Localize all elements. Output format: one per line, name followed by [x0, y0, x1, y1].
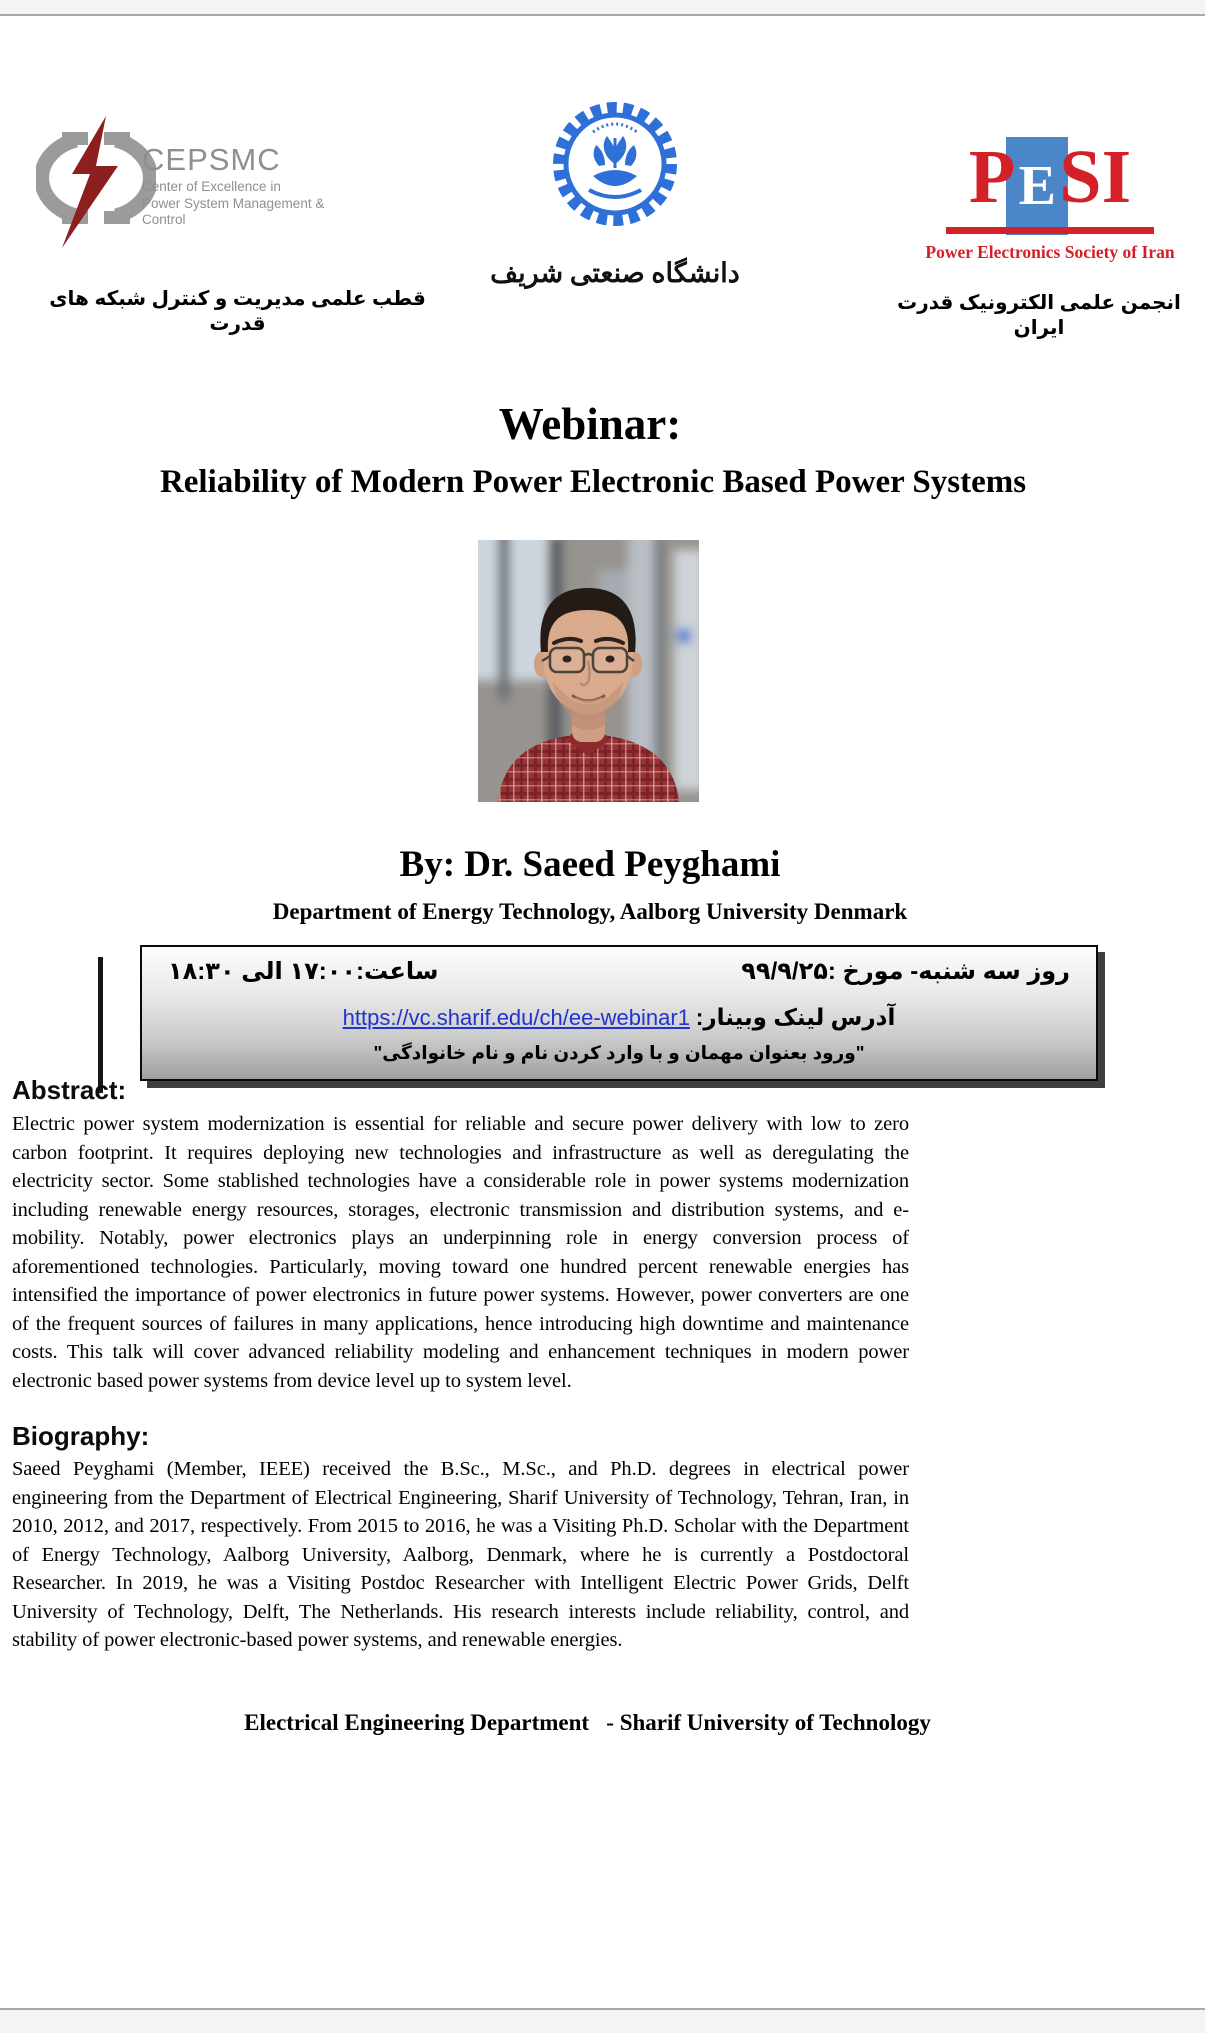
abstract-text: Electric power system modernization is essential for reliable and secure power delivery with low to zero carbon footprint. It requires deploying new technologies and infrastructure as well as deregulating the electricity sector. Some stablished technologies have a considerable role in power systems modernization including renewable energy resources, storages, electronic transmission and distribution systems, and e-mobility. Notably, power electronics plays an underpinning role in energy conversion process of aforementioned technologies. Particularly, moving toward one hundred percent renewable energies has intensified the importance of power electronics in future power systems. However, power converters are one of the frequent sources of failures in many applications, hence introducing high downtime and maintenance costs. This talk will cover advanced reliability modeling and enhancement techniques in modern power electronic based power systems from device level up to system level. [12, 1113, 909, 1392]
gear-seal-icon [549, 98, 681, 230]
speaker-byline: By: Dr. Saeed Peyghami [399, 844, 781, 885]
cepsmc-abbr: CEPSMC [142, 142, 281, 177]
pesi-subtitle: Power Electronics Society of Iran [925, 242, 1175, 262]
webinar-kicker: Webinar: [498, 399, 682, 449]
page-bottom-strip [0, 2008, 1205, 2033]
guest-entry-note: "ورود بعنوان مهمان و با وارد کردن نام و نام خانوادگی" [373, 1042, 865, 1063]
lightning-bolt-icon [36, 112, 156, 252]
scan-artifact-line [98, 957, 103, 1093]
abstract-heading: Abstract: [12, 1075, 127, 1105]
biography-text: Saeed Peyghami (Member, IEEE) received the B.Sc., M.Sc., and Ph.D. degrees in electrical power engineering from the Department of Electrical Engineering, Sharif University of Technology, Tehran, Iran, in 2010, 2012, and 2017, respectively. From 2015 to 2016, he was a Visiting Ph.D. Scholar with the Department of Energy Technology, Aalborg University, Aalborg, Denmark, where he is currently a Postdoctoral Researcher. In 2019, he was a Visiting Postdoc Researcher with Intelligent Electric Power Grids, Delft University of Technology, Delft, The Netherlands. His research interests include reliability, control, and stability of power electronic-based power systems, and renewable energies. [12, 1458, 909, 1651]
session-date: روز سه شنبه- مورخ :۹۹/۹/۲۵ [741, 958, 1070, 985]
speaker-affiliation: Department of Energy Technology, Aalborg University Denmark [272, 899, 908, 924]
pesi-letter-s: S [1059, 135, 1102, 219]
speaker-photo [478, 540, 699, 802]
cepsmc-tagline-1: Center of Excellence in [142, 179, 281, 194]
cepsmc-caption-fa: قطب علمی مدیریت و کنترل شبکه های قدرت [49, 288, 426, 335]
cepsmc-logo [36, 108, 336, 258]
session-info-box [140, 945, 1098, 1081]
cepsmc-tagline-2: Power System Management & Control [142, 195, 325, 227]
webinar-link[interactable]: https://vc.sharif.edu/ch/ee-webinar1 [342, 1005, 690, 1030]
pesi-caption-fa: انجمن علمی الکترونیک قدرت ایران [897, 292, 1181, 339]
biography-heading: Biography: [12, 1421, 150, 1451]
page-top-strip [0, 0, 1205, 16]
pesi-logo [900, 131, 1200, 263]
session-time: ساعت:۱۷:۰۰ الی ۱۸:۳۰ [168, 958, 439, 985]
pesi-underline-bar [946, 227, 1154, 234]
webinar-link-label: آدرس لینک وبینار: [695, 1004, 896, 1030]
sharif-calligraphy: دانشگاه صنعتی شریف [490, 258, 740, 288]
footer-department-line: Electrical Engineering Department - Sharif University of Technology [244, 1710, 931, 1735]
sharif-university-emblem [549, 98, 681, 230]
pesi-letter-p: P [968, 135, 1016, 219]
webinar-title: Reliability of Modern Power Electronic Based Power Systems [159, 464, 1027, 500]
pesi-letter-e: E [1018, 155, 1056, 217]
pesi-letter-i: I [1101, 135, 1132, 219]
